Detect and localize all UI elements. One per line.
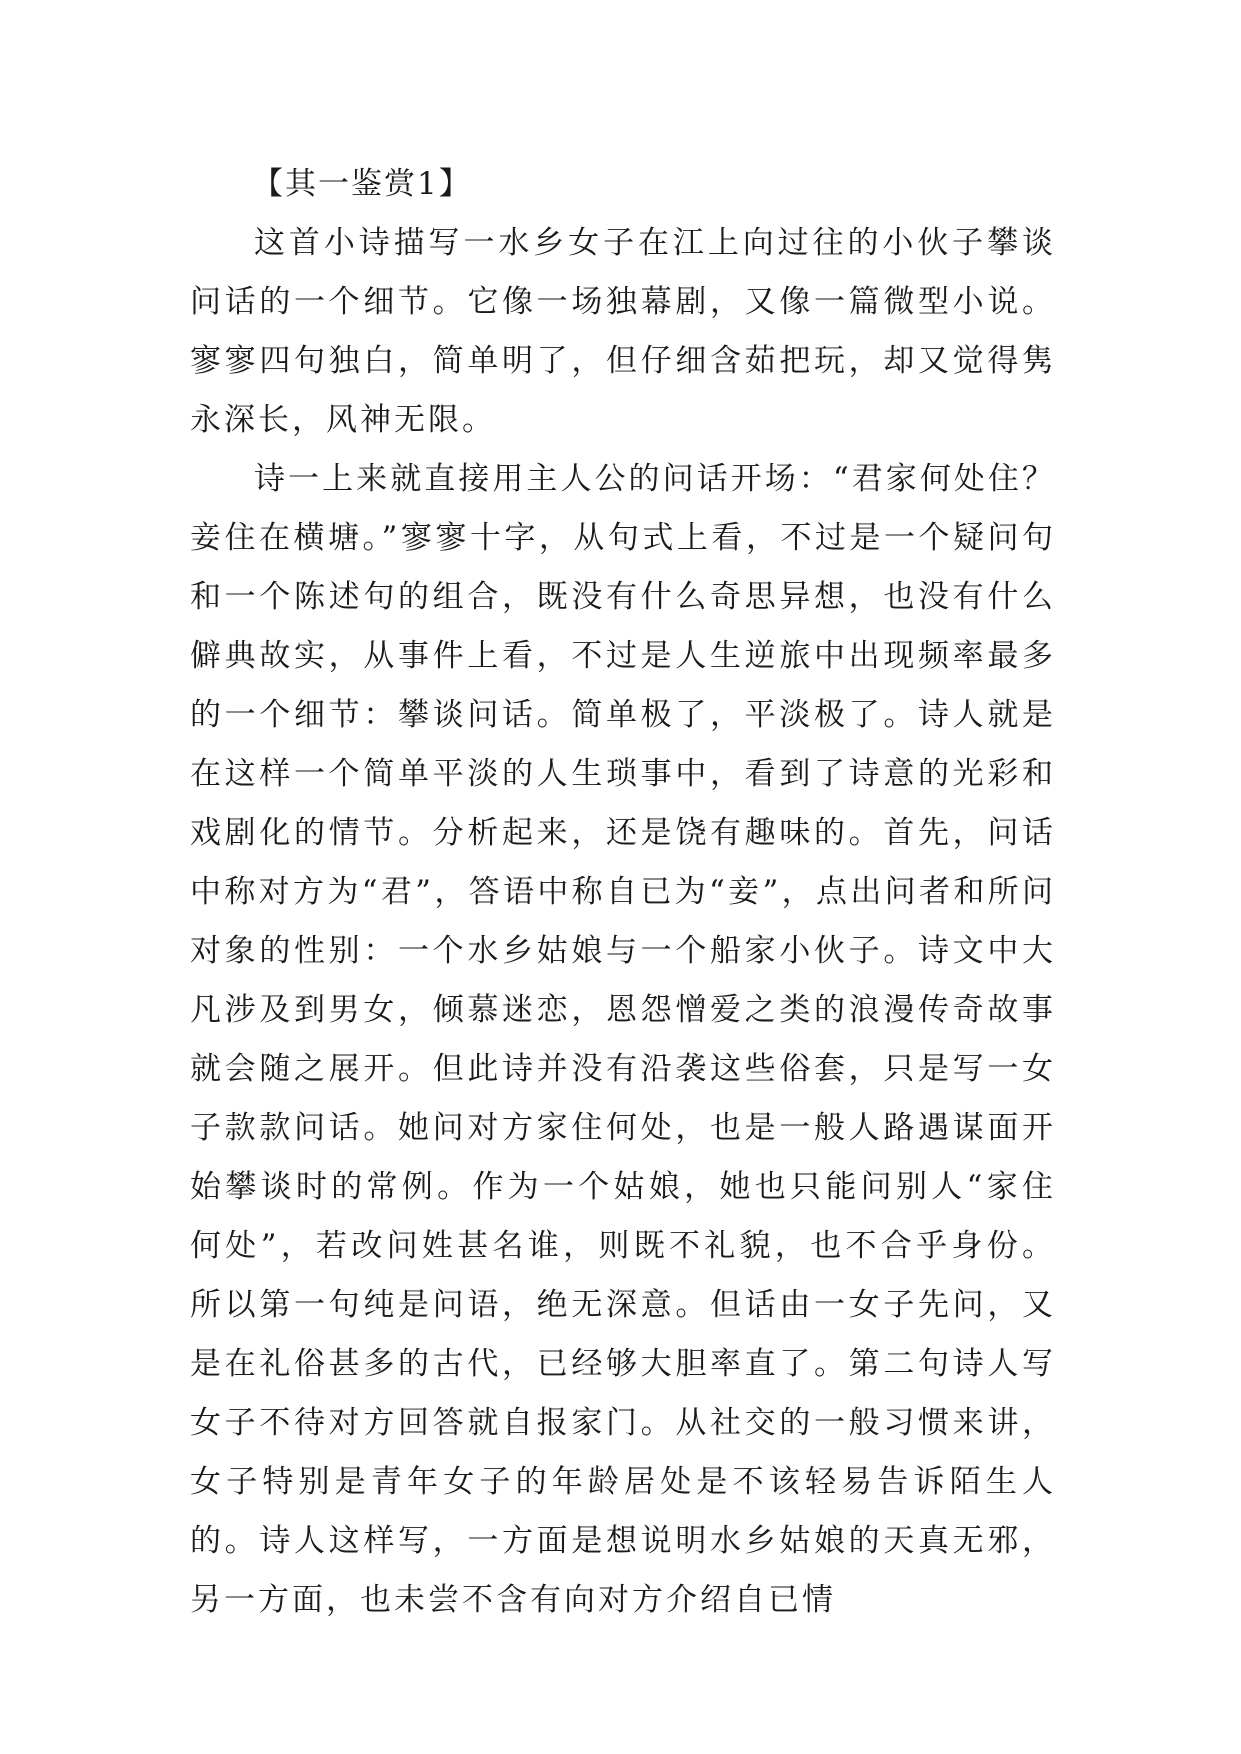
paragraph-analysis: 诗一上来就直接用主人公的问话开场：“君家何处住？妾住在横塘。”寥寥十字，从句式上看，不过是一个疑问句和一个陈述句的组合，既没有什么奇思异想，也没有什么僻典故实，从事件上看，不过是人生逆旅中出现频率最多的一个细节：攀谈问话。简单极了，平淡极了。诗人就是在这样一个简单平淡的人生琐事中，看到了诗意的光彩和戏剧化的情节。分析起来，还是饶有趣味的。首先，问话中称对方为“君”，答语中称自已为“妾”，点出问者和所问对象的性别：一个水乡姑娘与一个船家小伙子。诗文中大凡涉及到男女，倾慕迷恋，恩怨憎爱之类的浪漫传奇故事就会随之展开。但此诗并没有沿袭这些俗套，只是写一女子款款问话。她问对方家住何处，也是一般人路遇谋面开始攀谈时的常例。作为一个姑娘，她也只能问别人“家住何处”，若改问姓甚名谁，则既不礼貌，也不合乎身份。所以第一句纯是问语，绝无深意。但话由一女子先问，又是在礼俗甚多的古代，已经够大胆率直了。第二句诗人写女子不待对方回答就自报家门。从社交的一般习惯来讲，女子特别是青年女子的年龄居处是不该轻易告诉陌生人的。诗人这样写，一方面是想说明水乡姑娘的天真无邪，另一方面，也未尝不含有向对方介绍自已情 — [190, 461, 1056, 1618]
section-heading: 【其一鉴赏1】 — [252, 166, 472, 202]
document-body — [190, 155, 1056, 1630]
paragraph-intro: 这首小诗描写一水乡女子在江上向过往的小伙子攀谈问话的一个细节。它像一场独幕剧，又像一篇微型小说。寥寥四句独白，简单明了，但仔细含茹把玩，却又觉得隽永深长，风神无限。 — [190, 225, 1056, 438]
